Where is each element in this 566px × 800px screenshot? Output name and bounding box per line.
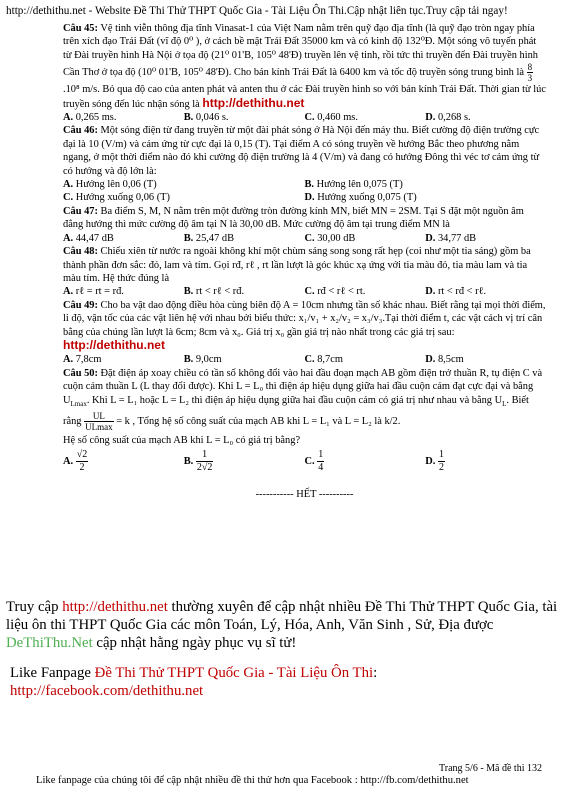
option-a[interactable]: A. 7,8cm	[63, 354, 102, 366]
option-d[interactable]: D. $\frac{1}{2}$	[425, 449, 444, 474]
options-45	[63, 111, 546, 124]
option-b[interactable]: B. $\frac{1}{2√2}$	[183, 449, 213, 474]
question-47: Câu 47: Ba điểm S, M, N nằm trên một đường tròn đường kính MN, biết MN = 2SM. Tại S đặt một nguồn âm đẳng hướng thì mức cường độ âm tại N là 30,00 dB. Mức cường độ âm tại trung điểm MN là	[63, 205, 524, 231]
question-50: Câu 50: Đặt điện áp xoay chiều có tần số không đổi vào hai đầu đoạn mạch AB gồm điện trở thuần R, tụ điện C và cuộn cảm thuần L (L thay đổi được). Khi L = L₀ thì điện áp hiệu dụng giữa hai đầu cuộn cảm đạt cực đại và bằng $U_{Lmax}$. Khi L = L₁ hoặc L = L₂ thì điện áp hiệu dụng giữa hai đầu cuộn cảm có giá trị như nhau và bằng $U_L$. Biết rằng $\frac{UL}{ULmax}$ = k , Tổng hệ số công suất của mạch AB khi L = L₁ và L = L₂ là k/2.	[63, 367, 543, 433]
option-b[interactable]: B. 9,0cm	[183, 354, 222, 366]
site-link[interactable]: http://dethithu.net	[62, 599, 168, 615]
question-text-cont: .10⁸ m/s. Bỏ qua độ cao của anten phát và anten thu ở các Đài truyền hình so với bán kính Trái Đất. Thời gian từ lúc truyền sóng đến lúc nhận sóng là	[63, 84, 546, 110]
option-a[interactable]: A. Hướng lên 0,06 (T)	[63, 179, 157, 191]
promo-text: Truy cập http://dethithu.net thường xuyên để cập nhật nhiều Đề Thi Thử THPT Quốc Gia, tài liệu ôn thi THPT Quốc Gia các môn Toán, Lý, Hóa, Anh, Văn Sinh , Sử, Địa được DeThiThu.Net cập nhật hằng ngày phục vụ sĩ tử!	[6, 599, 558, 652]
question-50-prompt: Hệ số công suất của mạch AB khi L = L₀ có giá trị bằng?	[63, 435, 301, 447]
option-c[interactable]: C. $\frac{1}{4}$	[304, 449, 324, 474]
fanpage-link[interactable]: Đề Thi Thử THPT Quốc Gia - Tài Liệu Ôn Thi	[94, 665, 374, 681]
option-d[interactable]: D. 8,5cm	[425, 354, 464, 366]
options-47	[63, 232, 546, 245]
fraction: $\frac{UL}{ULmax}$	[85, 411, 113, 433]
facebook-link[interactable]: http://facebook.com/dethithu.net	[10, 683, 204, 699]
option-a[interactable]: A. 44,47 dB	[63, 232, 114, 244]
option-a[interactable]: A. $\frac{√2}{2}$	[63, 449, 88, 474]
option-b[interactable]: B. Hướng lên 0,075 (T)	[304, 179, 403, 191]
like-line: Like Fanpage Đề Thi Thử THPT Quốc Gia - Tài Liệu Ôn Thi:	[10, 665, 378, 681]
option-b[interactable]: B. 25,47 dB	[183, 232, 234, 244]
option-c[interactable]: C. Hướng xuống 0,06 (T)	[63, 192, 170, 204]
formula: x₁/v₁ + x₂/v₂ = x₃/v₃	[298, 313, 383, 325]
watermark-link[interactable]: http://dethithu.net	[63, 337, 165, 352]
options-49	[63, 353, 546, 366]
exam-content	[63, 22, 546, 502]
question-48: Câu 48: Chiếu xiên từ nước ra ngoài không khí một chùm sáng song song rất hẹp (coi như một tia sáng) gồm ba thành phần đơn sắc: đỏ, lam và tím. Gọi rđ, rℓ , rt lần lượt là góc khúc xạ ứng với tia màu đỏ, tia màu lam và tia màu tím. Hệ thức đúng là	[63, 246, 531, 284]
options-50	[63, 449, 546, 474]
options-46	[63, 178, 546, 205]
watermark-link[interactable]: http://dethithu.net	[202, 95, 305, 110]
option-b[interactable]: B. 0,046 s.	[183, 112, 229, 124]
question-49: Câu 49: Cho ba vật dao động điều hòa cùng biên độ A = 10cm nhưng tần số khác nhau. Biết rằng tại mọi thời điểm, li độ, vận tốc của các vật liên hệ với nhau bởi biểu thức: x₁/v₁ + x₂/v₂ = x₃/v₃.Tại thời điểm t, các vật cách vị trí cân bằng của chúng lần lượt là 6cm; 8cm và x₀. Giá trị x₀ gần giá trị nào nhất trong các giá trị sau: http://dethithu.net	[63, 299, 546, 352]
fanpage-section	[10, 664, 377, 700]
option-c[interactable]: C. 8,7cm	[304, 354, 343, 366]
question-45	[63, 22, 546, 111]
option-b[interactable]: B. rt < rℓ < rđ.	[183, 286, 245, 298]
question-text: Vệ tinh viễn thông địa tĩnh Vinasat-1 của Việt Nam nằm trên quỹ đạo địa tĩnh (là quỹ đạo tròn ngay phía trên xích đạo Trái Đất (vĩ độ 0⁰ ), ở cách bề mặt Trái Đất 35000 km và có kinh độ 132⁰Đ. Một sóng vô tuyến phát từ Đài truyền hình Hà Nội ở tọa độ (21⁰ 01'B, 105⁰ 48'Đ) truyền lên vệ tinh, rồi tức thì truyền đến Đài truyền hình Cần Thơ ở tọa độ (10⁰ 01'B, 105⁰ 48'Đ). Cho bán kính Trái Đất là 6400 km và tốc độ truyền sóng trung bình là	[63, 23, 538, 79]
page-footer: Like fanpage của chúng tôi để cập nhật nhiều đề thi thử hơn qua Facebook : http://fb.com/dethithu.net	[36, 775, 469, 786]
page-number: Trang 5/6 - Mã đề thi 132	[439, 763, 542, 774]
brand-link[interactable]: DeThiThu.Net	[6, 635, 93, 652]
option-d[interactable]: D. Hướng xuống 0,075 (T)	[304, 192, 417, 204]
end-marker: ----------- HẾT ----------	[255, 489, 354, 501]
page-header: http://dethithu.net - Website Đề Thi Thử THPT Quốc Gia - Tài Liệu Ôn Thi.Cập nhật liên tục.Truy cập tải ngay!	[6, 5, 508, 17]
fraction: $\frac{8}{3}$	[527, 62, 533, 84]
option-d[interactable]: D. 34,77 dB	[425, 232, 477, 244]
question-number: Câu 45:	[63, 23, 98, 34]
option-c[interactable]: C. 0,460 ms.	[304, 112, 358, 124]
option-c[interactable]: C. 30,00 dB	[304, 232, 356, 244]
option-a[interactable]: A. rℓ = rt = rđ.	[63, 286, 124, 298]
option-d[interactable]: D. 0,268 s.	[425, 112, 471, 124]
option-c[interactable]: C. rđ < rℓ < rt.	[304, 286, 366, 298]
question-46: Câu 46: Một sóng điện từ đang truyền từ một đài phát sóng ở Hà Nội đến máy thu. Biết cường độ điện trường cực đại là 10 (V/m) và cảm ứng từ cực đại là 0,15 (T). Tại điểm A có sóng truyền về hướng Bắc theo phương nằm ngang, ở một thời điểm nào đó khi cường độ điện trường là 4 (V/m) và đang có hướng Đông thì véc tơ cảm ứng từ có hướng và độ lớn là:	[63, 125, 540, 177]
option-d[interactable]: D. rt < rđ < rℓ.	[425, 286, 487, 298]
options-48	[63, 285, 546, 298]
option-a[interactable]: A. 0,265 ms.	[63, 112, 117, 124]
